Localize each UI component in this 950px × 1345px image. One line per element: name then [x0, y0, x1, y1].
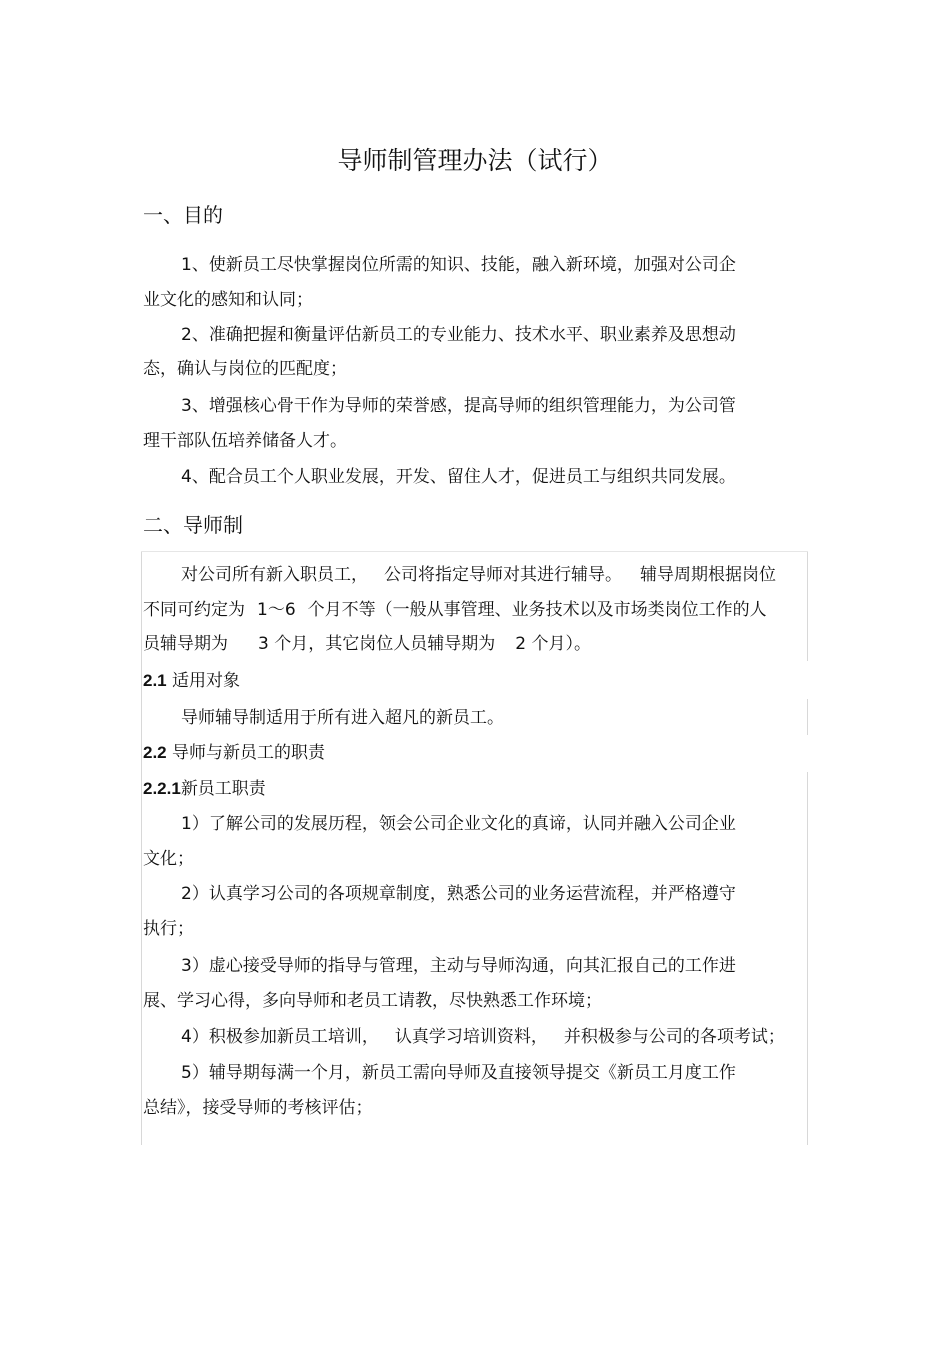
intro-line3-c: 2 个月）。: [515, 634, 591, 654]
duty-2-line2: 执行；: [143, 919, 194, 939]
duty-4-part-c: 并积极参与公司的各项考试；: [563, 1027, 785, 1047]
subsection-2-2-1-label: 新员工职责: [180, 779, 266, 799]
duty-1-line2: 文化；: [143, 849, 194, 869]
purpose-item-2-line1: 2、准确把握和衡量评估新员工的专业能力、技术水平、职业素养及思想动: [181, 325, 736, 345]
subsection-2-2-number: 2.2: [143, 743, 167, 762]
purpose-item-4: 4、配合员工个人职业发展，开发、留住人才，促进员工与组织共同发展。: [181, 467, 736, 487]
subsection-2-1-label: 适用对象: [172, 671, 241, 691]
purpose-item-3-line2: 理干部队伍培养储备人才。: [143, 431, 347, 451]
intro-line2-c: 个月不等（一般从事管理、业务技术以及市场类岗位工作的人: [307, 600, 767, 620]
subsection-2-2-label: 导师与新员工的职责: [172, 743, 326, 763]
section-heading-mentorship: 二、导师制: [143, 513, 243, 537]
duty-2-line1: 2）认真学习公司的各项规章制度，熟悉公司的业务运营流程，并严格遵守: [181, 884, 736, 904]
purpose-item-1-line2: 业文化的感知和认同；: [143, 290, 313, 310]
table-border-right-1: [807, 551, 808, 661]
intro-line3-b: 3 个月，其它岗位人员辅导期为: [258, 634, 496, 654]
purpose-item-2-line2: 态，确认与岗位的匹配度；: [143, 359, 347, 379]
subsection-2-2-heading: [143, 738, 325, 763]
duty-4-line1: [181, 1022, 785, 1047]
intro-line2-b: 1～6: [257, 600, 296, 620]
section-heading-purpose: 一、目的: [143, 203, 223, 227]
subsection-2-1-text: 导师辅导制适用于所有进入超凡的新员工。: [181, 708, 504, 728]
subsection-2-2-1-number: 2.2.1: [143, 779, 181, 798]
table-border-top: [141, 551, 808, 552]
intro-line1-c: 辅导周期根据岗位: [640, 565, 776, 585]
intro-line2-a: 不同可约定为: [143, 600, 245, 620]
duty-5-line2: 总结》，接受导师的考核评估；: [143, 1098, 373, 1118]
intro-line1-a: 对公司所有新入职员工，: [181, 565, 368, 585]
subsection-2-1-heading: [143, 666, 240, 691]
duty-4-part-b: 认真学习培训资料，: [394, 1027, 548, 1047]
purpose-item-3-line1: 3、增强核心骨干作为导师的荣誉感，提高导师的组织管理能力，为公司管: [181, 396, 736, 416]
intro-line3: [143, 629, 591, 654]
page-title: 导师制管理办法（试行）: [337, 146, 613, 175]
purpose-item-1-line1: 1、使新员工尽快掌握岗位所需的知识、技能，融入新环境，加强对公司企: [181, 255, 736, 275]
intro-line1-b: 公司将指定导师对其进行辅导。: [384, 565, 622, 585]
subsection-2-1-number: 2.1: [143, 671, 167, 690]
duty-1-line1: 1）了解公司的发展历程，领会公司企业文化的真谛，认同并融入公司企业: [181, 814, 736, 834]
intro-line2: [143, 595, 767, 620]
duty-5-line1: 5）辅导期每满一个月，新员工需向导师及直接领导提交《新员工月度工作: [181, 1063, 736, 1083]
table-border-left: [141, 551, 142, 1145]
intro-line1: [181, 560, 776, 585]
table-border-right-2: [807, 699, 808, 735]
duty-4-part-a: 4）积极参加新员工培训，: [181, 1027, 379, 1047]
duty-3-line2: 展、学习心得，多向导师和老员工请教，尽快熟悉工作环境；: [143, 991, 602, 1011]
table-border-right-3: [807, 772, 808, 1145]
subsection-2-2-1-heading: [143, 774, 266, 799]
intro-line3-a: 员辅导期为: [143, 634, 228, 654]
duty-3-line1: 3）虚心接受导师的指导与管理，主动与导师沟通，向其汇报自己的工作进: [181, 956, 736, 976]
